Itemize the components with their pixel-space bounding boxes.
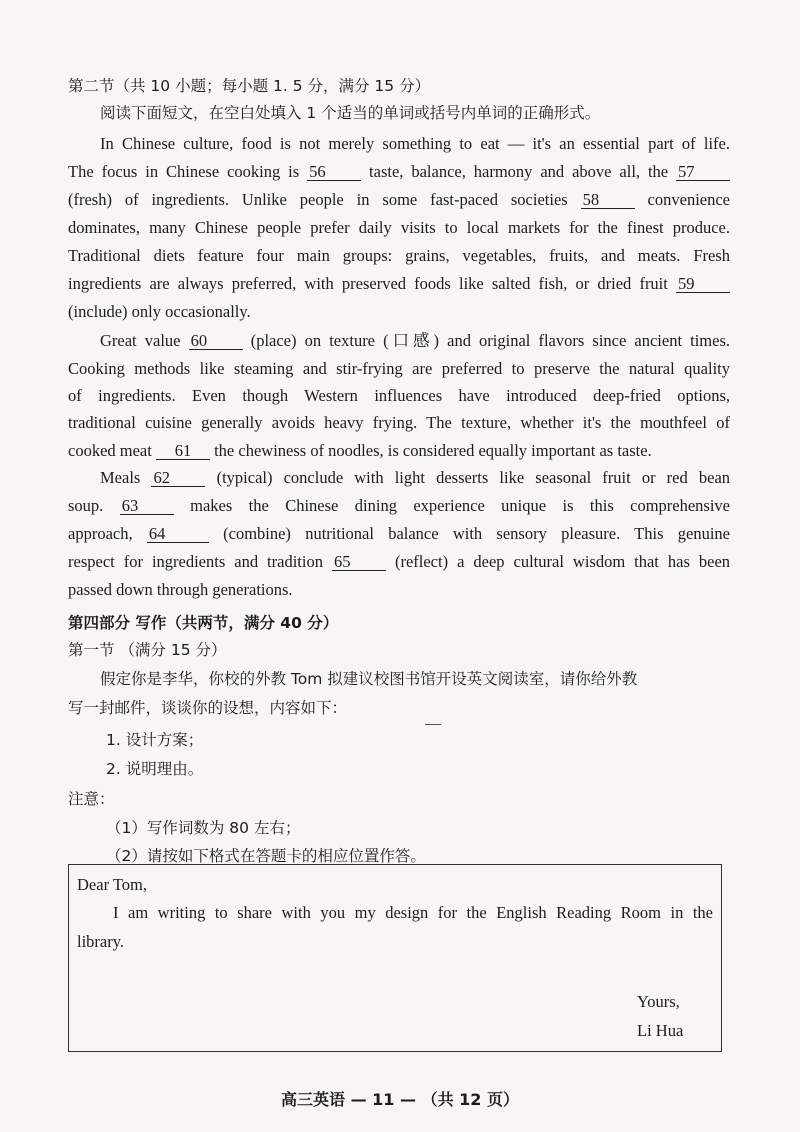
passage-text: (reflect) a deep cultural wisdom that has been xyxy=(394,552,731,571)
passage-text: ingredients are always preferred, with preserved foods like salted fish, or dried fruit xyxy=(68,274,668,293)
passage-line xyxy=(100,331,730,351)
passage-line: Traditional diets feature four main groups: grains, vegetables, fruits, and meats. Fresh xyxy=(68,246,730,265)
blank-64[interactable]: 64 xyxy=(147,525,209,543)
passage-line: passed down through generations. xyxy=(68,580,293,599)
blank-65[interactable]: 65 xyxy=(332,553,386,571)
stray-mark xyxy=(425,724,441,725)
passage-text: makes the Chinese dining experience unique is this comprehensive xyxy=(190,496,731,515)
content-item: 1. 设计方案； xyxy=(106,731,204,749)
passage-line xyxy=(68,552,730,572)
blank-56[interactable]: 56 xyxy=(307,163,361,181)
blank-60[interactable]: 60 xyxy=(189,332,243,350)
content-item: 2. 说明理由。 xyxy=(106,760,204,778)
letter-body: I am writing to share with you my design for the English Reading Room in the xyxy=(113,903,713,922)
passage-line xyxy=(68,190,730,210)
part-header: 第四部分 写作（共两节，满分 40 分） xyxy=(68,614,339,632)
passage-line xyxy=(68,524,730,544)
passage-text: (combine) nutritional balance with sensory pleasure. This genuine xyxy=(223,524,731,543)
passage-text: The focus in Chinese cooking is xyxy=(68,162,300,181)
passage-line: Cooking methods like steaming and stir-frying are preferred to preserve the natural quality xyxy=(68,359,730,378)
section-header: 第二节（共 10 小题；每小题 1. 5 分，满分 15 分） xyxy=(68,77,431,95)
writing-prompt: 写一封邮件，谈谈你的设想，内容如下： xyxy=(68,699,348,717)
passage-text: Great value xyxy=(100,331,181,350)
section-instruction: 阅读下面短文，在空白处填入 1 个适当的单词或括号内单词的正确形式。 xyxy=(100,104,601,122)
passage-line xyxy=(68,496,730,516)
letter-closing: Yours, xyxy=(637,992,680,1011)
passage-text: soup. xyxy=(68,496,104,515)
blank-61[interactable]: 61 xyxy=(156,442,210,460)
section-header: 第一节 （满分 15 分） xyxy=(68,641,227,659)
passage-line: dominates, many Chinese people prefer daily visits to local markets for the finest produce. xyxy=(68,218,730,237)
passage-line: of ingredients. Even though Western influences have introduced deep-fried options, xyxy=(68,386,730,405)
passage-line xyxy=(100,468,730,488)
passage-text: approach, xyxy=(68,524,133,543)
passage-line xyxy=(68,162,730,182)
passage-text: (typical) conclude with light desserts like seasonal fruit or red bean xyxy=(216,468,731,487)
passage-line xyxy=(68,274,730,294)
blank-59[interactable]: 59 xyxy=(676,275,730,293)
letter-signature: Li Hua xyxy=(637,1021,684,1040)
letter-greeting: Dear Tom, xyxy=(77,875,148,894)
passage-text: (place) on texture (口感) and original flavors since ancient times. xyxy=(250,331,731,350)
passage-line xyxy=(68,441,730,461)
passage-text: the chewiness of noodles, is considered equally important as taste. xyxy=(214,441,652,460)
blank-63[interactable]: 63 xyxy=(120,497,174,515)
passage-text: Meals xyxy=(100,468,141,487)
passage-line: In Chinese culture, food is not merely something to eat — it's an essential part of life. xyxy=(100,134,730,153)
passage-line: (include) only occasionally. xyxy=(68,302,251,321)
note-label: 注意： xyxy=(68,790,115,808)
blank-58[interactable]: 58 xyxy=(581,191,635,209)
letter-body: library. xyxy=(77,932,125,951)
blank-62[interactable]: 62 xyxy=(151,469,205,487)
note-item: （1）写作词数为 80 左右； xyxy=(106,819,301,837)
passage-text: taste, balance, harmony and above all, the xyxy=(369,162,669,181)
passage-text: (fresh) of ingredients. Unlike people in some fast-paced societies xyxy=(68,190,568,209)
writing-prompt: 假定你是李华，你校的外教 Tom 拟建议校图书馆开设英文阅读室，请你给外教 xyxy=(100,670,638,688)
page-footer: 高三英语 — 11 — （共 12 页） xyxy=(281,1090,519,1109)
passage-text: respect for ingredients and tradition xyxy=(68,552,323,571)
passage-line: traditional cuisine generally avoids heavy frying. The texture, whether it's the mouthfeel of xyxy=(68,413,730,432)
blank-57[interactable]: 57 xyxy=(676,163,730,181)
letter-format-box xyxy=(68,864,722,1052)
note-item: （2）请按如下格式在答题卡的相应位置作答。 xyxy=(106,847,426,865)
passage-text: convenience xyxy=(647,190,730,209)
passage-text: cooked meat xyxy=(68,441,152,460)
